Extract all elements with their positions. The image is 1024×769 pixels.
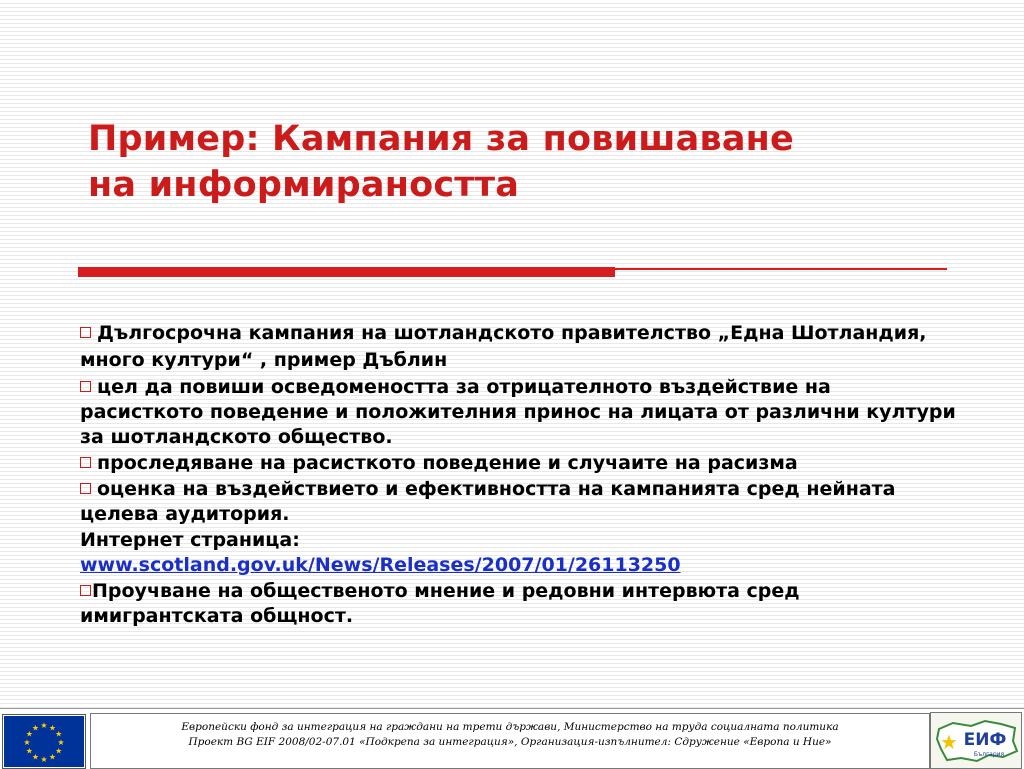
svg-text:★: ★ [25,746,33,756]
list-item [80,320,960,374]
slide-title-line-2: на информираността [88,165,520,205]
bullet-text: цел да повиши осведомеността за отрицателното въздействие на расисткото поведение и положителния принос на лицата от различни култури за шотландското общество. [80,376,956,448]
svg-text:★: ★ [40,755,48,764]
svg-text:★: ★ [940,730,958,754]
hollow-square-bullet-icon [80,457,91,468]
svg-text:★: ★ [23,738,31,747]
svg-text:★: ★ [40,721,48,730]
eif-bulgaria-logo-icon [933,715,1019,767]
svg-text:ЕИФ: ЕИФ [963,730,1007,750]
slide-body [80,320,960,630]
footer-line-2: Проект BG EIF 2008/02-07.01 «Подкрепа за интеграция», Организация-изпълнител: Сдружение «Европа и Ние» [188,736,832,748]
eu-flag-frame [2,714,86,769]
list-item [80,477,960,527]
slide-title [88,116,968,208]
svg-text:★: ★ [57,738,65,747]
svg-text:България: България [973,751,1005,758]
svg-text:★: ★ [55,746,63,756]
svg-text:★: ★ [25,729,33,739]
slide-footer [0,708,1024,769]
hollow-square-bullet-icon [80,327,91,338]
list-item [80,375,960,450]
bullet-text: Проучване на общественото мнение и редовни интервюта сред имигрантската общност [80,580,800,627]
hollow-square-bullet-icon [80,585,91,596]
svg-text:★: ★ [31,752,40,762]
bullet-end-mark: . [345,605,354,627]
title-divider-thin [615,268,947,270]
svg-text:★: ★ [48,723,57,733]
svg-text:★: ★ [55,729,63,739]
slide-title-line-1: Пример: Кампания за повишаване [88,119,794,159]
bullet-text: оценка на въздействието и ефективността на кампанията сред нейната целева аудитория. [80,478,896,525]
bullet-text: проследяване на расисткото поведение и случаите на расизма [97,452,798,474]
website-line [80,528,960,578]
hollow-square-bullet-icon [80,483,91,494]
svg-text:★: ★ [31,723,40,733]
eu-flag-icon [4,716,84,767]
footer-line-1: Европейски фонд за интеграция на граждани на трети държави, Министерство на труда социалната политика [181,721,839,733]
list-item [80,579,960,629]
website-label: Интернет страница: [80,529,300,551]
footer-text [90,713,930,769]
svg-text:★: ★ [48,752,57,762]
hollow-square-bullet-icon [80,381,91,392]
title-divider-thick [78,267,615,277]
website-link[interactable]: www.scotland.gov.uk/News/Releases/2007/01/26113250 [80,554,681,576]
bullet-text: Дългосрочна кампания на шотландското правителство „Една Шотландия, много култури“ , пример Дъблин [80,322,927,371]
eif-logo-frame [930,712,1022,769]
list-item [80,451,960,476]
